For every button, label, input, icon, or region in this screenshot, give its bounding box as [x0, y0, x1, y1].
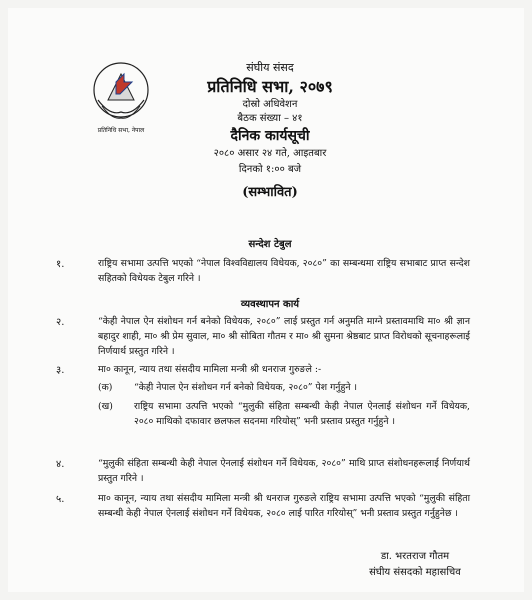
item-number: ५. — [56, 494, 65, 505]
agenda-date: २०८० असार २४ गते, आइतबार — [213, 148, 327, 159]
subitem-text: राष्ट्रिय सभामा उत्पत्ति भएको “मुलुकी संहिता सम्बन्धी केही नेपाल ऐनलाई संशोधन गर्ने विधेयक, २०८० माथिको दफावार छलफल सदनमा गरियोस्” भनी प्रस्ताव प्रस्तुत गर्नुहुने । — [134, 401, 470, 427]
signatory-name: डा. भरतराज गौतम — [380, 551, 450, 562]
agenda-item-text: राष्ट्रिय सभामा उत्पत्ति भएको “नेपाल विश्वविद्यालय विधेयक, २०८०” का सम्बन्धमा राष्ट्रिय सभाबाट प्राप्त सन्देश सहितको विधेयक टेबुल गरिने । — [98, 258, 470, 284]
item-number: १. — [56, 259, 65, 270]
subitem-label: (ख) — [98, 401, 113, 412]
org-name: संघीय संसद — [246, 61, 294, 74]
tentative-label: (सम्भावित) — [242, 185, 298, 200]
section-heading-legislative-business: व्यवस्थापन कार्य — [240, 299, 300, 310]
agenda-time: दिनको १:०० बजे — [238, 164, 302, 175]
section-heading-message-table: सन्देश टेबुल — [248, 239, 292, 250]
agenda-item-text: मा० कानून, न्याय तथा संसदीय मामिला मन्त्री श्री धनराज गुरुङले :- — [98, 364, 322, 375]
agenda-item-text: “मुलुकी संहिता सम्बन्धी केही नेपाल ऐनलाई संशोधन गर्ने विधेयक, २०८०” माथि प्राप्त संशोधनहरूलाई निर्णयार्थ प्रस्तुत गरिने । — [98, 458, 470, 484]
item-number: ४. — [56, 459, 65, 470]
agenda-item-text: मा० कानून, न्याय तथा संसदीय मामिला मन्त्री श्री धनराज गुरुङले राष्ट्रिय सभामा उत्पत्ति भएको “मुलुकी संहिता सम्बन्धी केही नेपाल ऐनलाई संशोधन गर्ने विधेयक, २०८० लाई पारित गरियोस्” भनी प्रस्ताव प्रस्तुत गर्नुहुनेछ । — [98, 493, 470, 519]
emblem-caption: प्रतिनिधि सभा, नेपाल — [97, 127, 145, 134]
meeting-number: बैठक संख्या – ४१ — [237, 113, 303, 124]
house-title: प्रतिनिधि सभा, २०७९ — [207, 77, 333, 96]
item-number: ३. — [56, 365, 65, 376]
agenda-item-text: “केही नेपाल ऐन संशोधन गर्न बनेको विधेयक, २०८०” लाई प्रस्तुत गर्न अनुमति माग्ने प्रस्तावमाथि मा० श्री ज्ञान बहादुर शाही, मा० श्री प्रेम सुवाल, मा० श्री सोबिता गौतम र मा० श्री सुमना श्रेष्ठबाट प्राप्त विरोधको सूचनाहरूलाई निर्णयार्थ प्रस्तुत गरिने । — [98, 316, 470, 357]
subitem-label: (क) — [98, 382, 113, 393]
item-number: २. — [56, 317, 65, 328]
agenda-title: दैनिक कार्यसूची — [230, 128, 310, 144]
subitem-text: “केही नेपाल ऐन संशोधन गर्न बनेको विधेयक, २०८०” पेश गर्नुहुने । — [134, 382, 358, 393]
signatory-designation: संघीय संसदको महासचिव — [369, 567, 461, 578]
session-label: दोस्रो अधिवेशन — [242, 99, 298, 110]
